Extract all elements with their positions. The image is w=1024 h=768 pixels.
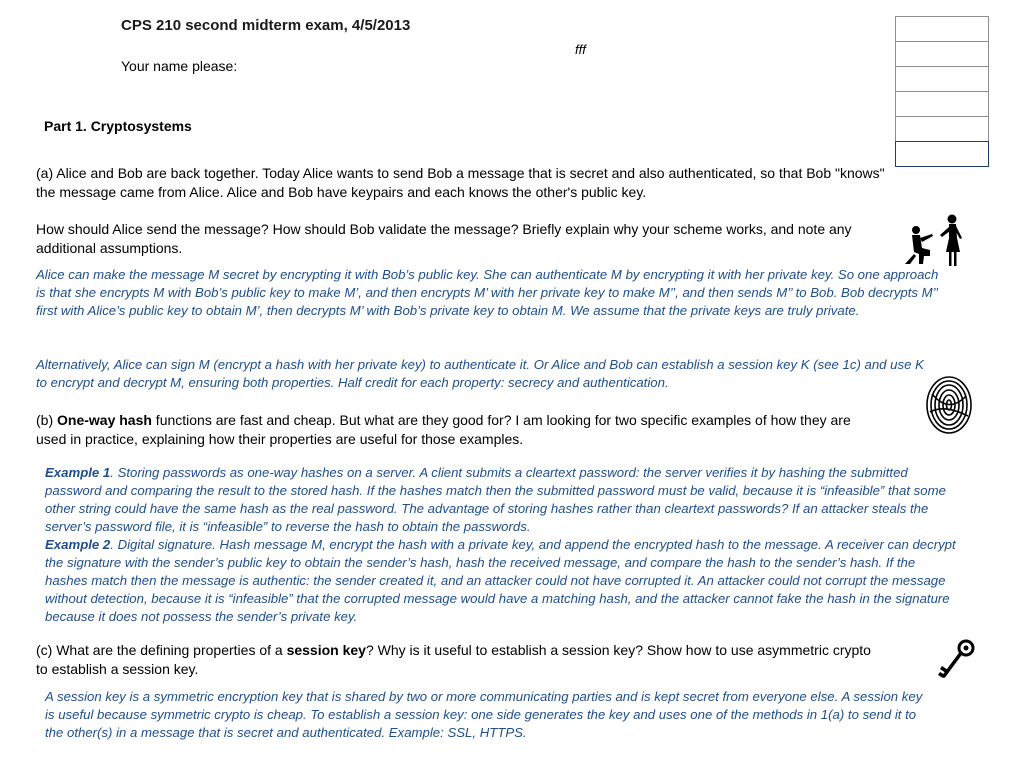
question-b-text: functions are fast and cheap. But what are they good for? I am looking for two specific examples of how they are used in practice, explaining how their properties are useful for those examples. <box>36 412 851 447</box>
score-cell[interactable] <box>895 91 989 116</box>
score-grid <box>895 16 989 167</box>
example-1-text: . Storing passwords as one-way hashes on a server. A client submits a cleartext password: the server verifies it by hashing the submitted password and comparing the result to the stored hash. If the hashes match then the submitted password must be valid, because it is “infeasible” that some other string could have the same hash as the real password. The advantage of storing hashes rather than cleartext passwords? If an attacker steals the server’s password file, it is “infeasible” to reverse the hash to obtain the passwords. <box>45 465 946 534</box>
exam-title: CPS 210 second midterm exam, 4/5/2013 <box>121 17 411 34</box>
question-a-intro: (a) Alice and Bob are back together. Today Alice wants to send Bob a message that is secret and also authenticated, so that Bob "knows" the message came from Alice. Alice and Bob have keypairs and each knows the other's public key. <box>36 165 885 200</box>
question-b-prefix: (b) <box>36 412 57 428</box>
question-c-text: ? Why is it useful to establish a session key? Show how to use asymmetric crypto to establish a session key. <box>36 642 871 677</box>
question-a-ask: How should Alice send the message? How should Bob validate the message? Briefly explain why your scheme works, and note any additional assumptions. <box>36 221 852 256</box>
score-cell[interactable] <box>895 41 989 66</box>
score-cell-total[interactable] <box>895 141 989 167</box>
couple-proposal-icon <box>902 210 968 268</box>
example-2-label: Example 2 <box>45 537 111 552</box>
score-cell[interactable] <box>895 66 989 91</box>
key-icon <box>936 638 976 684</box>
answer-c: A session key is a symmetric encryption key that is shared by two or more communicating parties and is kept secret from everyone else. A session key is useful because symmetric crypto is cheap. To establish a session key: one side generates the key and uses one of the methods in 1(a) to send it to the other(s) in a message that is secret and authenticated. Example: SSL, HTTPS. <box>45 689 923 740</box>
part-heading: Part 1. Cryptosystems <box>44 118 192 134</box>
question-c-term: session key <box>286 642 366 658</box>
score-cell[interactable] <box>895 16 989 41</box>
question-b-term: One-way hash <box>57 412 152 428</box>
answer-b-example-1 <box>45 464 960 536</box>
answer-a-2: Alternatively, Alice can sign M (encrypt a hash with her private key) to authenticate it. Or Alice and Bob can establish a session key K (see 1c) and use K to encrypt and decrypt M, ensuring both properties. Half credit for each property: secrecy and authentication. <box>36 357 924 390</box>
example-1-label: Example 1 <box>45 465 111 480</box>
name-prompt: Your name please: <box>121 58 238 74</box>
margin-mark: fff <box>575 42 586 57</box>
example-2-text: . Digital signature. Hash message M, encrypt the hash with a private key, and append the encrypted hash to the message. A receiver can decrypt the signature with the sender’s public key to obtain the sender’s hash, hash the received message, and compare the hash to the sender’s hash. If the hashes match then the message is authentic: the sender created it, and an attacker could not have corrupted it. An attacker could not corrupt the message without detection, because it is “infeasible” that the corrupted message would have a matching hash, and the attacker cannot fake the hash in the signature because it does not possess the sender’s private key. <box>45 537 956 624</box>
question-c <box>36 641 876 679</box>
fingerprint-icon <box>924 374 974 436</box>
answer-a-1: Alice can make the message M secret by encrypting it with Bob’s public key. She can authenticate M by encrypting it with her private key. So one approach is that she encrypts M with Bob’s public key to make M’, and then encrypts M’ with her private key to make M’’, and then sends M’’ to Bob. Bob decrypts M’’ first with Alice’s public key to obtain M’, then decrypts M’ with Bob’s private key to obtain M. We assume that the private keys are truly private. <box>36 267 939 318</box>
question-b <box>36 411 876 449</box>
score-cell[interactable] <box>895 116 989 141</box>
question-c-prefix: (c) What are the defining properties of a <box>36 642 287 658</box>
answer-b-example-2 <box>45 536 960 626</box>
